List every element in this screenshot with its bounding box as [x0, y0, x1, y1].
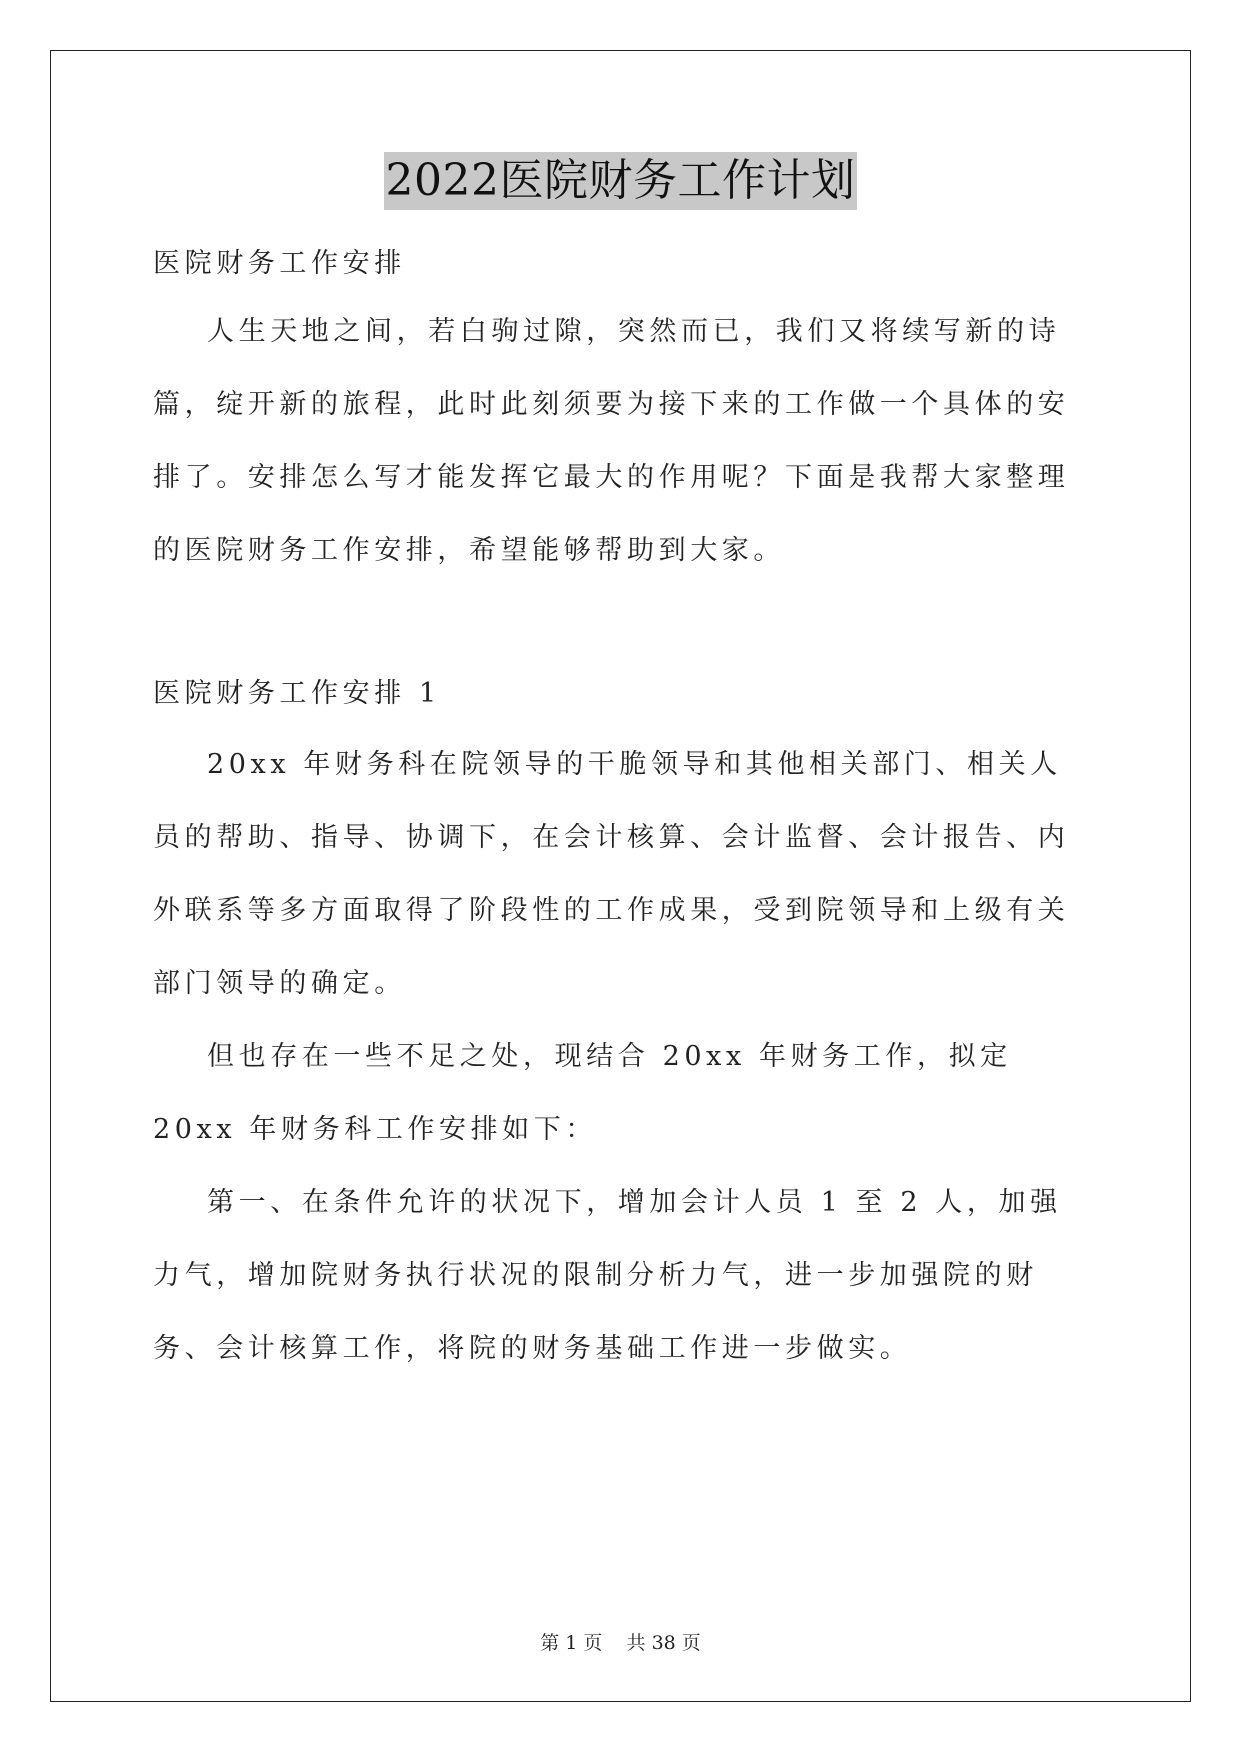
paragraph-1: 20xx 年财务科在院领导的干脆领导和其他相关部门、相关人员的帮助、指导、协调下，在会计核算、会计监督、会计报告、内外联系等多方面取得了阶段性的工作成果，受到院领导和上级有关部门领导的确定。 — [153, 749, 1070, 999]
section2-body — [153, 728, 1093, 1385]
title-wrap — [0, 152, 1241, 210]
paragraph-3: 第一、在条件允许的状况下，增加会计人员 1 至 2 人，加强力气，增加院财务执行状况的限制分析力气，进一步加强院的财务、会计核算工作，将院的财务基础工作进一步做实。 — [153, 1187, 1062, 1364]
section2-heading-block — [153, 674, 1093, 714]
page-footer — [0, 1628, 1241, 1655]
section1-heading-block — [153, 244, 1093, 284]
page-number: 第 1 页 — [540, 1632, 603, 1654]
intro-paragraph: 人生天地之间，若白驹过隙，突然而已，我们又将续写新的诗篇，绽开新的旅程，此时此刻须要为接下来的工作做一个具体的安排了。安排怎么写才能发挥它最大的作用呢？下面是我帮大家整理的医院财务工作安排，希望能够帮助到大家。 — [153, 316, 1070, 566]
document-title: 2022医院财务工作计划 — [384, 152, 858, 210]
section1-heading: 医院财务工作安排 — [153, 248, 406, 279]
section2-heading: 医院财务工作安排 1 — [153, 678, 441, 709]
intro-block — [153, 295, 1093, 587]
total-pages: 共 38 页 — [626, 1632, 701, 1654]
paragraph-2: 但也存在一些不足之处，现结合 20xx 年财务工作，拟定 20xx 年财务科工作安排如下： — [153, 1041, 1012, 1145]
